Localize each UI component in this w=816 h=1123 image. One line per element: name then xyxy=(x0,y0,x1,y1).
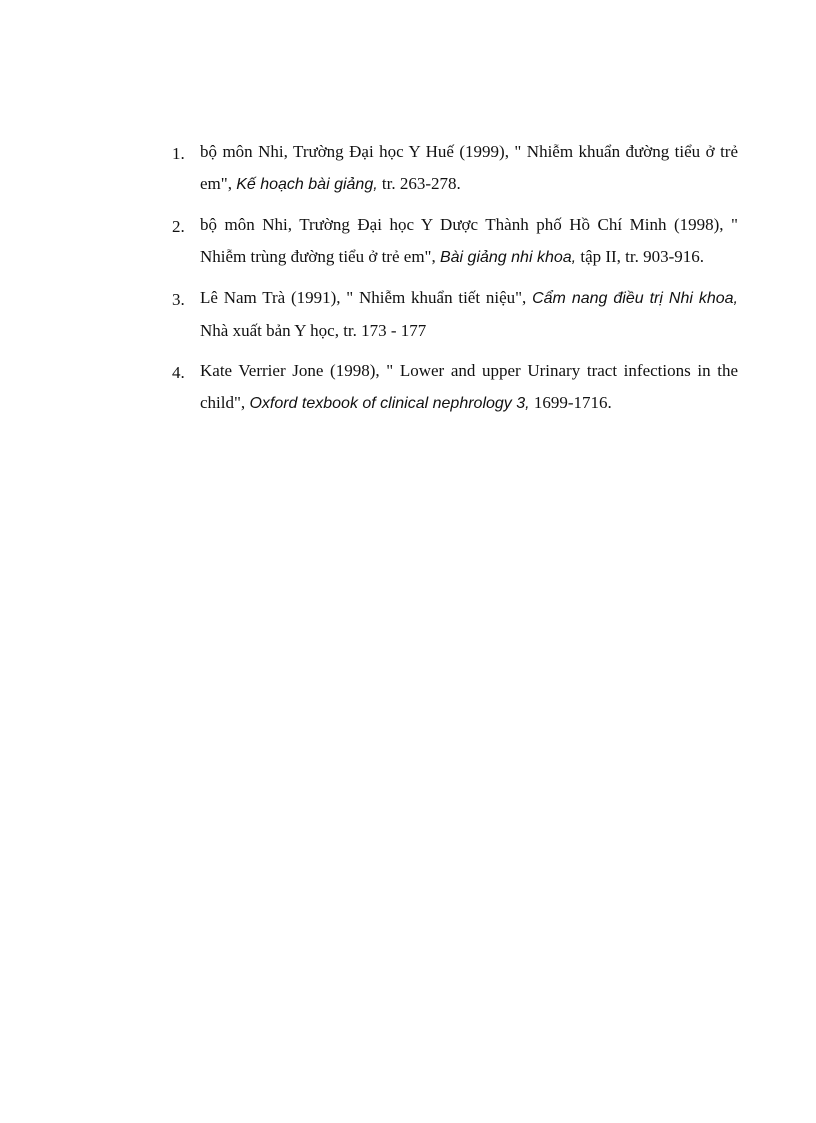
reference-item-4 xyxy=(172,355,738,420)
reference-citation: Kate Verrier Jone (1998), " Lower and upper Urinary tract infections in the child", xyxy=(200,361,738,412)
reference-text xyxy=(200,355,738,420)
reference-citation: bộ môn Nhi, Trường Đại học Y Huế (1999), " Nhiễm khuẩn đường tiểu ở trẻ em", xyxy=(200,142,738,193)
reference-pages: Nhà xuất bản Y học, tr. 173 - 177 xyxy=(200,321,427,340)
reference-source-title: Kế hoạch bài giảng, xyxy=(236,176,378,193)
reference-item-2 xyxy=(172,209,738,274)
reference-source-title: Oxford texbook of clinical nephrology 3, xyxy=(249,395,530,412)
reference-number: 2. xyxy=(172,217,185,236)
reference-number: 4. xyxy=(172,363,185,382)
reference-citation: bộ môn Nhi, Trường Đại học Y Dược Thành phố Hồ Chí Minh (1998), " Nhiễm trùng đường tiểu ở trẻ em", xyxy=(200,215,738,266)
reference-pages: tập II, tr. 903-916. xyxy=(576,247,705,266)
reference-number: 3. xyxy=(172,290,185,309)
reference-source-title: Bài giảng nhi khoa, xyxy=(439,249,577,266)
reference-text xyxy=(200,136,738,201)
reference-text xyxy=(200,209,738,274)
reference-list xyxy=(172,136,738,428)
reference-citation: Lê Nam Trà (1991), " Nhiễm khuẩn tiết niệu", xyxy=(200,288,533,307)
reference-pages: tr. 263-278. xyxy=(377,174,461,193)
reference-pages: 1699-1716. xyxy=(529,393,612,412)
reference-item-1 xyxy=(172,136,738,201)
reference-number: 1. xyxy=(172,144,185,163)
reference-text xyxy=(200,282,738,347)
reference-source-title: Cẩm nang điều trị Nhi khoa, xyxy=(532,290,738,307)
reference-item-3 xyxy=(172,282,738,347)
